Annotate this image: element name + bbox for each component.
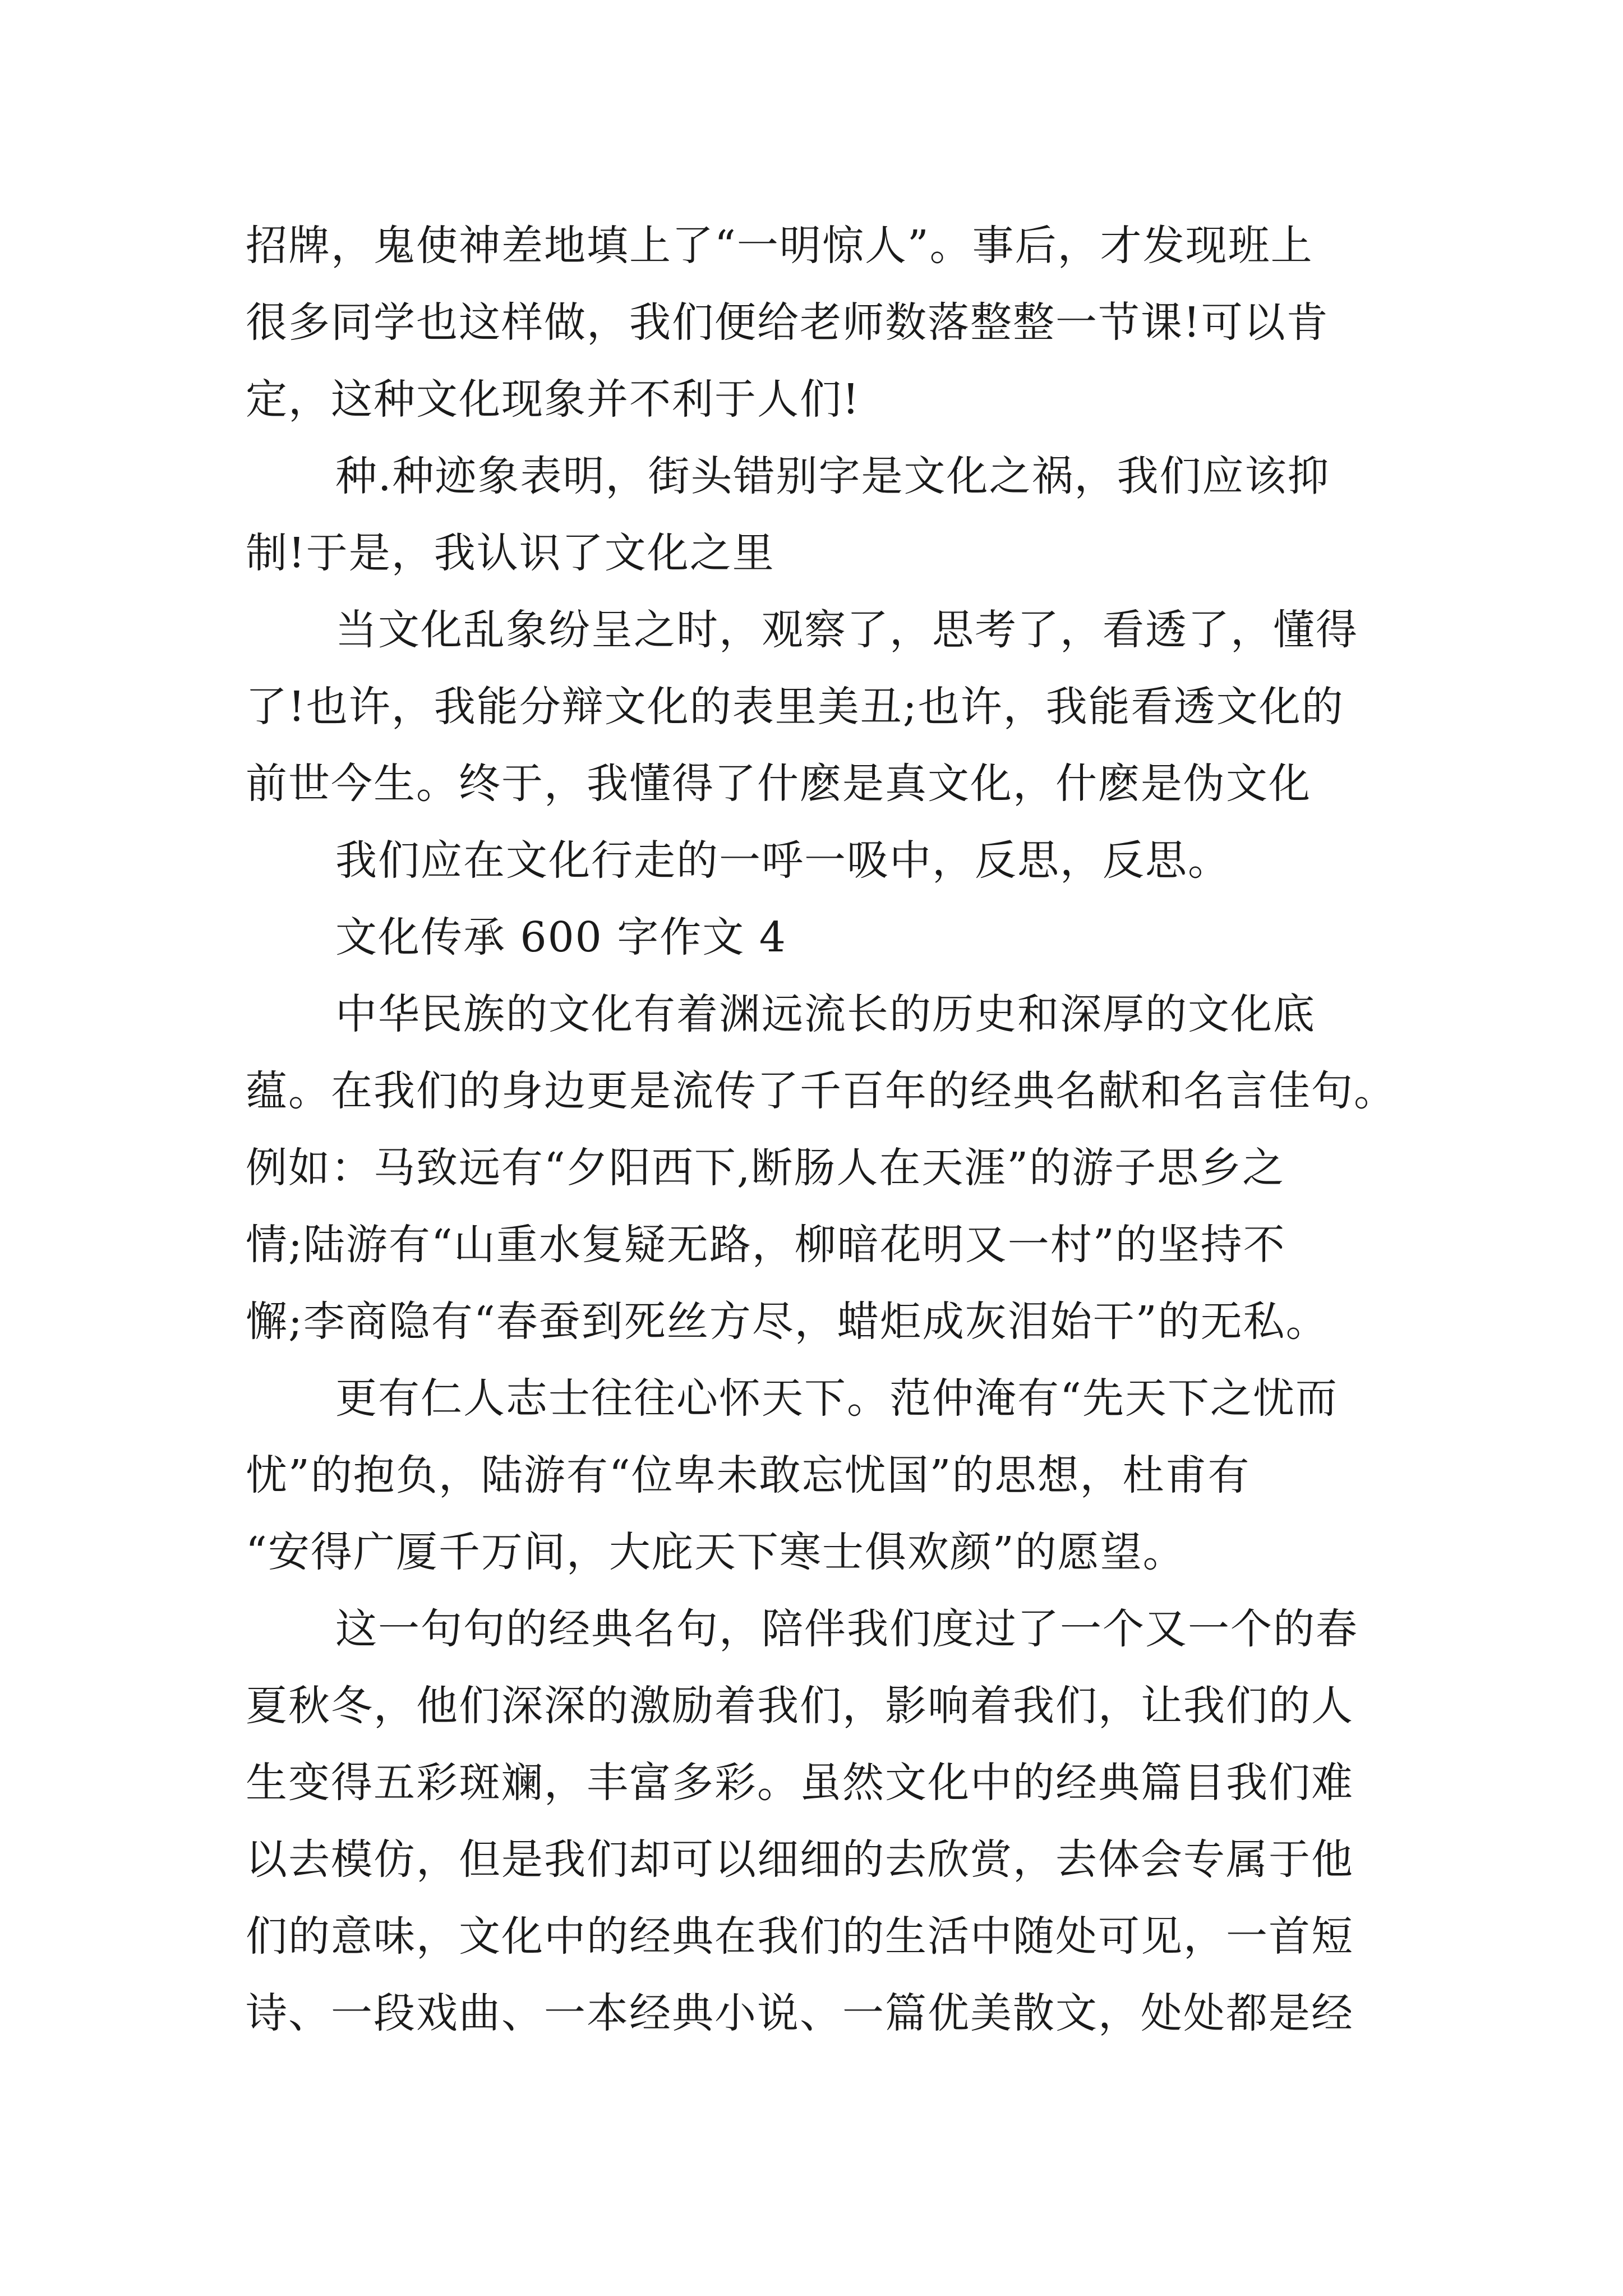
text-line: 当文化乱象纷呈之时，观察了，思考了，看透了，懂得	[335, 606, 1358, 654]
text-line: 这一句句的经典名句，陪伴我们度过了一个又一个的春	[335, 1605, 1358, 1653]
text-line: 前世今生。终于，我懂得了什麽是真文化，什麽是伪文化	[246, 760, 1311, 808]
text-line: 了!也许，我能分辩文化的表里美丑;也许，我能看透文化的	[246, 683, 1344, 731]
text-line: 们的意味，文化中的经典在我们的生活中随处可见，一首短	[246, 1912, 1354, 1961]
text-line: 我们应在文化行走的一呼一吸中，反思，反思。	[335, 836, 1230, 885]
text-line: “安得广厦千万间，大庇天下寒士俱欢颜”的愿望。	[246, 1528, 1186, 1576]
text-line: 例如：马致远有“夕阳西下,断肠人在天涯”的游子思乡之	[246, 1144, 1285, 1192]
text-line: 很多同学也这样做，我们便给老师数落整整一节课!可以肯	[246, 298, 1329, 347]
text-line: 制!于是，我认识了文化之里	[246, 529, 775, 577]
section-heading: 文化传承 600 字作文 4	[335, 913, 787, 961]
essay-body	[246, 208, 1396, 2052]
text-line: 懈;李商隐有“春蚕到死丝方尽，蜡炬成灰泪始干”的无私。	[246, 1297, 1329, 1346]
text-line: 蕴。在我们的身边更是流传了千百年的经典名献和名言佳句。	[246, 1067, 1396, 1115]
text-line: 情;陆游有“山重水复疑无路，柳暗花明又一村”的坚持不	[246, 1221, 1286, 1269]
text-line: 中华民族的文化有着渊远流长的历史和深厚的文化底	[335, 990, 1316, 1038]
text-line: 招牌，鬼使神差地填上了“一明惊人”。事后，才发现班上	[246, 222, 1313, 270]
text-line: 夏秋冬，他们深深的激励着我们，影响着我们，让我们的人	[246, 1682, 1354, 1730]
text-line: 更有仁人志士往往心怀天下。范仲淹有“先天下之忧而	[335, 1374, 1338, 1423]
text-line: 种.种迹象表明，街头错别字是文化之祸，我们应该抑	[335, 452, 1330, 500]
text-line: 忧”的抱负，陆游有“位卑未敢忘忧国”的思想，杜甫有	[246, 1451, 1251, 1499]
text-line: 以去模仿，但是我们却可以细细的去欣赏，去体会专属于他	[246, 1835, 1354, 1884]
text-line: 诗、一段戏曲、一本经典小说、一篇优美散文，处处都是经	[246, 1989, 1354, 2037]
text-line: 定，这种文化现象并不利于人们!	[246, 375, 860, 424]
text-line: 生变得五彩斑斓，丰富多彩。虽然文化中的经典篇目我们难	[246, 1759, 1354, 1807]
